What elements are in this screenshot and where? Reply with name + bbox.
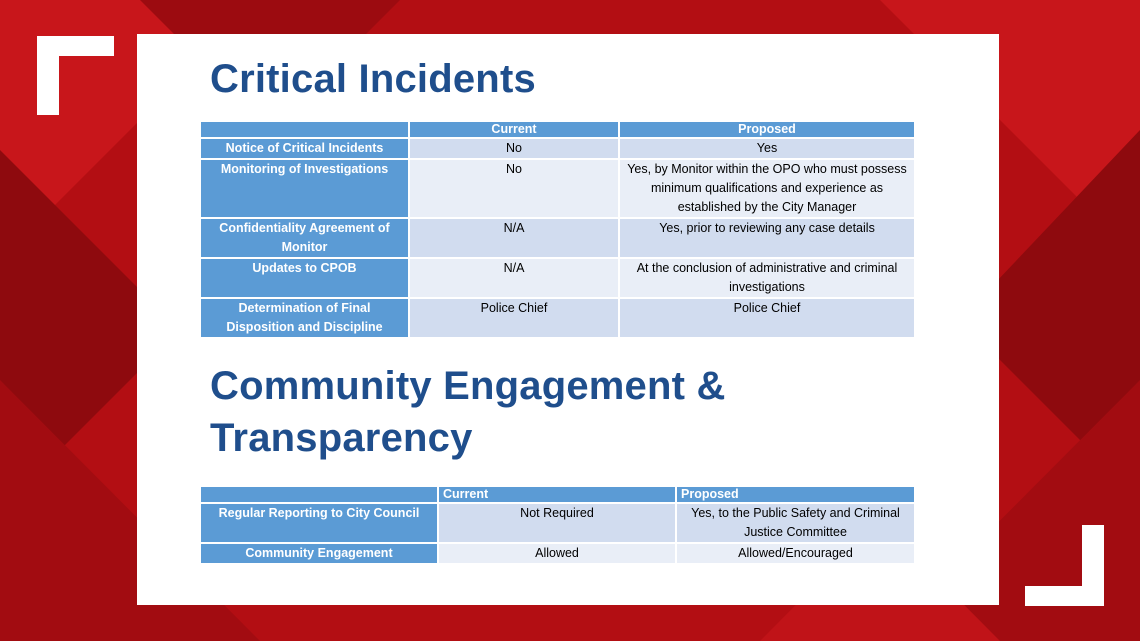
header-proposed: Proposed <box>676 486 915 503</box>
cell-proposed: Yes, by Monitor within the OPO who must possess minimum qualifications and experience as established by the City Manager <box>619 159 915 218</box>
row-label: Confidentiality Agreement of Monitor <box>200 218 409 258</box>
table-row <box>200 218 915 258</box>
cell-proposed: Yes, to the Public Safety and Criminal Justice Committee <box>676 503 915 543</box>
cell-current: Not Required <box>438 503 676 543</box>
table-header-row <box>200 121 915 138</box>
row-label: Notice of Critical Incidents <box>200 138 409 159</box>
cell-proposed: Yes, prior to reviewing any case details <box>619 218 915 258</box>
cell-current: Allowed <box>438 543 676 564</box>
cell-current: N/A <box>409 218 619 258</box>
row-label: Regular Reporting to City Council <box>200 503 438 543</box>
header-blank <box>200 486 438 503</box>
table-row <box>200 503 915 543</box>
header-proposed: Proposed <box>619 121 915 138</box>
table-row <box>200 298 915 338</box>
header-blank <box>200 121 409 138</box>
cell-current: Police Chief <box>409 298 619 338</box>
cell-current: N/A <box>409 258 619 298</box>
section-title-community-engagement <box>210 360 726 464</box>
header-current: Current <box>409 121 619 138</box>
community-engagement-table <box>199 485 916 565</box>
table-row <box>200 543 915 564</box>
cell-proposed: Allowed/Encouraged <box>676 543 915 564</box>
table-row <box>200 258 915 298</box>
cell-current: No <box>409 138 619 159</box>
cell-current: No <box>409 159 619 218</box>
row-label: Updates to CPOB <box>200 258 409 298</box>
section-title-line-1: Community Engagement & <box>210 364 726 408</box>
cell-proposed: At the conclusion of administrative and criminal investigations <box>619 258 915 298</box>
section-title-critical-incidents: Critical Incidents <box>210 57 536 101</box>
row-label: Community Engagement <box>200 543 438 564</box>
row-label: Determination of Final Disposition and Discipline <box>200 298 409 338</box>
row-label: Monitoring of Investigations <box>200 159 409 218</box>
cell-proposed: Police Chief <box>619 298 915 338</box>
table-header-row <box>200 486 915 503</box>
table-row <box>200 159 915 218</box>
cell-proposed: Yes <box>619 138 915 159</box>
critical-incidents-table <box>199 120 916 339</box>
header-current: Current <box>438 486 676 503</box>
table-row <box>200 138 915 159</box>
section-title-line-2: Transparency <box>210 416 473 460</box>
slide <box>137 34 999 605</box>
